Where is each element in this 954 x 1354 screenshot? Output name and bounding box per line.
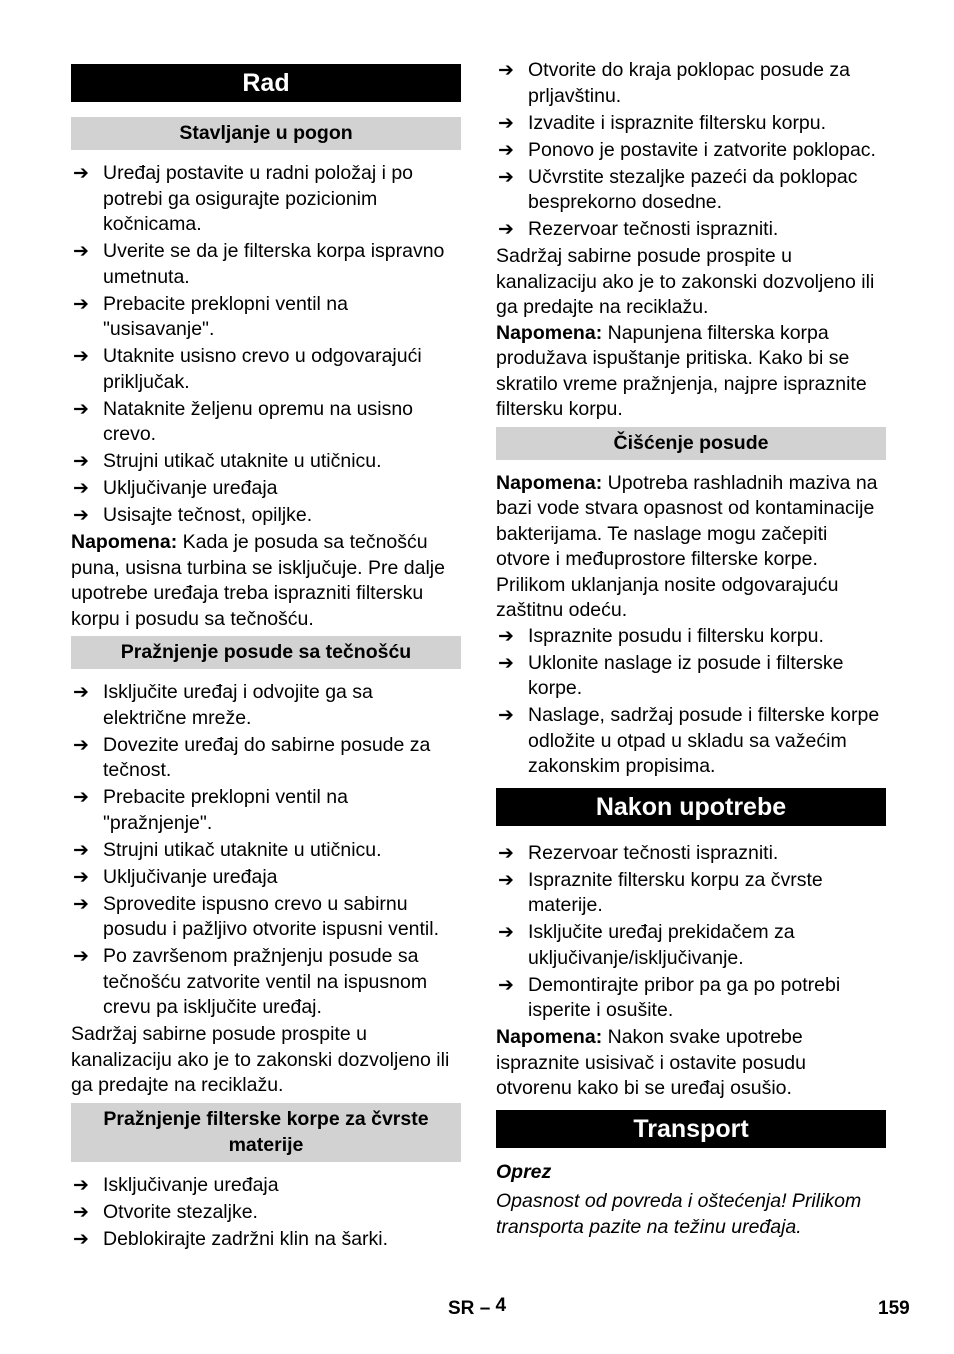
list-item: ➔ Isključite uređaj prekidačem za uključivanje/isključivanje. bbox=[498, 921, 795, 969]
list-item: ➔ Učvrstite stezaljke pazeći da poklopac besprekorno dosedne. bbox=[498, 165, 858, 213]
note-paragraph: Napomena: Upotreba rashladnih maziva na bazi vode stvara opasnost od kontaminacije bakterijama. Te naslage mogu začepiti otvore i međuprostore filterske korpe. Prilikom uklanjanja nosite odgovarajuću zaštitnu odeću. bbox=[496, 471, 878, 621]
arrow-right-icon: ➔ bbox=[498, 139, 514, 161]
arrow-right-icon: ➔ bbox=[498, 842, 514, 864]
list-item: ➔ Demontirajte pribor pa ga po potrebi isperite i osušite. bbox=[498, 973, 841, 1021]
arrow-right-icon: ➔ bbox=[73, 505, 89, 526]
arrow-right-icon: ➔ bbox=[498, 112, 514, 134]
arrow-right-icon: ➔ bbox=[73, 787, 89, 808]
caution-title: Oprez bbox=[496, 1160, 552, 1183]
list-item: ➔ Uverite se da je filterska korpa ispravno umetnuta. bbox=[73, 240, 445, 288]
list-item: ➔ Isključite uređaj i odvojite ga sa električne mreže. bbox=[73, 681, 373, 729]
arrow-right-icon: ➔ bbox=[73, 734, 89, 756]
arrow-right-icon: ➔ bbox=[498, 166, 514, 188]
steps-praznjenje-posude bbox=[71, 680, 461, 1021]
arrow-right-icon: ➔ bbox=[73, 241, 89, 262]
arrow-right-icon: ➔ bbox=[73, 839, 89, 861]
arrow-right-icon: ➔ bbox=[73, 866, 89, 888]
list-item: ➔ Rezervoar tečnosti isprazniti. bbox=[496, 217, 886, 243]
arrow-right-icon: ➔ bbox=[73, 893, 89, 915]
subheading-praznjenje-filterske-korpe: Pražnjenje filterske korpe za čvrste materije bbox=[71, 1103, 461, 1162]
list-item: ➔ Naslage, sadržaj posude i filterske korpe odložite u otpad u skladu sa važećim zakonskim propisima. bbox=[498, 704, 880, 777]
page-number: 159 bbox=[878, 1298, 910, 1319]
arrow-right-icon: ➔ bbox=[73, 293, 89, 315]
list-item: ➔ Izvadite i ispraznite filtersku korpu. bbox=[496, 111, 886, 137]
arrow-right-icon: ➔ bbox=[498, 625, 514, 647]
list-item: ➔ Prebacite preklopni ventil na "pražnjenje". bbox=[73, 786, 348, 834]
arrow-right-icon: ➔ bbox=[73, 163, 89, 184]
list-item: ➔ Uključivanje uređaja bbox=[71, 476, 461, 502]
subheading-praznjenje-posude: Pražnjenje posude sa tečnošću bbox=[71, 636, 461, 669]
list-item: ➔ Strujni utikač utaknite u utičnicu. bbox=[71, 838, 461, 864]
list-item: ➔ Strujni utikač utaknite u utičnicu. bbox=[71, 449, 461, 475]
list-item: ➔ Nataknite željenu opremu na usisno crevo. bbox=[73, 397, 414, 445]
arrow-right-icon: ➔ bbox=[498, 60, 514, 81]
note-paragraph: Napomena: Kada je posuda sa tečnošću puna, usisna turbina se isključuje. Pre dalje upotrebe uređaja treba isprazniti filtersku korpu i posudu sa tečnošću. bbox=[71, 531, 445, 630]
list-item: ➔ Rezervoar tečnosti isprazniti. bbox=[496, 841, 886, 867]
arrow-right-icon: ➔ bbox=[498, 922, 514, 943]
footer-section-label: SR – 4 bbox=[448, 1295, 507, 1319]
steps-nakon-upotrebe bbox=[496, 841, 886, 1024]
list-item: ➔ Prebacite preklopni ventil na "usisavanje". bbox=[73, 292, 348, 340]
section-heading-transport: Transport bbox=[496, 1110, 886, 1148]
subheading-stavljanje: Stavljanje u pogon bbox=[71, 117, 461, 150]
steps-continued bbox=[496, 58, 886, 243]
arrow-right-icon: ➔ bbox=[498, 219, 514, 240]
right-column bbox=[496, 58, 886, 1240]
list-item: ➔ Sprovedite ispusno crevo u sabirnu posudu i pažljivo otvorite ispusni ventil. bbox=[73, 892, 440, 940]
arrow-right-icon: ➔ bbox=[498, 705, 514, 726]
paragraph: Sadržaj sabirne posude prospite u kanalizaciju ako je to zakonski dozvoljeno ili ga predajte na reciklažu. bbox=[71, 1023, 450, 1096]
list-item: ➔ Usisajte tečnost, opiljke. bbox=[71, 503, 461, 529]
list-item: ➔ Po završenom pražnjenju posude sa tečnošću zatvorite ventil na ispusnom crevu pa isključite uređaj. bbox=[73, 945, 428, 1018]
arrow-right-icon: ➔ bbox=[73, 346, 89, 367]
paragraph: Sadržaj sabirne posude prospite u kanalizaciju ako je to zakonski dozvoljeno ili ga predajte na reciklažu. bbox=[496, 245, 875, 318]
steps-praznjenje-korpe bbox=[71, 1173, 461, 1253]
steps-stavljanje bbox=[71, 161, 461, 529]
left-column bbox=[71, 64, 461, 1254]
list-item: ➔ Uključivanje uređaja bbox=[71, 865, 461, 891]
arrow-right-icon: ➔ bbox=[73, 1174, 89, 1196]
list-item: ➔ Uklonite naslage iz posude i filterske korpe. bbox=[498, 651, 844, 699]
list-item: ➔ Isključivanje uređaja bbox=[71, 1173, 461, 1199]
arrow-right-icon: ➔ bbox=[73, 478, 89, 499]
subheading-ciscenje-posude: Čišćenje posude bbox=[496, 427, 886, 460]
arrow-right-icon: ➔ bbox=[498, 869, 514, 891]
steps-ciscenje bbox=[496, 624, 886, 780]
section-heading-nakon-upotrebe: Nakon upotrebe bbox=[496, 788, 886, 826]
note-paragraph: Napomena: Napunjena filterska korpa produžava ispuštanje pritiska. Kako bi se skratilo vreme pražnjenja, najpre ispraznite filtersku korpu. bbox=[496, 321, 867, 420]
arrow-right-icon: ➔ bbox=[73, 398, 89, 420]
arrow-right-icon: ➔ bbox=[73, 1228, 89, 1250]
list-item: ➔ Deblokirajte zadržni klin na šarki. bbox=[71, 1227, 461, 1253]
caution-text: Opasnost od povreda i oštećenja! Prilikom transporta pazite na težinu uređaja. bbox=[496, 1190, 862, 1238]
list-item: ➔ Otvorite stezaljke. bbox=[71, 1200, 461, 1226]
list-item: ➔ Utaknite usisno crevo u odgovarajući priključak. bbox=[73, 345, 422, 393]
arrow-right-icon: ➔ bbox=[73, 1201, 89, 1223]
note-paragraph: Napomena: Nakon svake upotrebe ispraznite usisivač i ostavite posudu otvorenu kako bi se uređaj osušio. bbox=[496, 1026, 806, 1099]
list-item: ➔ Otvorite do kraja poklopac posude za prljavštinu. bbox=[498, 59, 850, 107]
section-heading-rad: Rad bbox=[71, 64, 461, 102]
list-item: ➔ Ispraznite filtersku korpu za čvrste materije. bbox=[498, 868, 823, 916]
arrow-right-icon: ➔ bbox=[498, 652, 514, 674]
arrow-right-icon: ➔ bbox=[73, 682, 89, 703]
arrow-right-icon: ➔ bbox=[73, 451, 89, 472]
list-item: ➔ Uređaj postavite u radni položaj i po potrebi ga osigurajte pozicionim kočnicama. bbox=[73, 162, 414, 235]
list-item: ➔ Ponovo je postavite i zatvorite poklopac. bbox=[496, 138, 886, 164]
list-item: ➔ Ispraznite posudu i filtersku korpu. bbox=[496, 624, 886, 650]
arrow-right-icon: ➔ bbox=[498, 974, 514, 996]
list-item: ➔ Dovezite uređaj do sabirne posude za tečnost. bbox=[73, 733, 431, 781]
arrow-right-icon: ➔ bbox=[73, 946, 89, 967]
